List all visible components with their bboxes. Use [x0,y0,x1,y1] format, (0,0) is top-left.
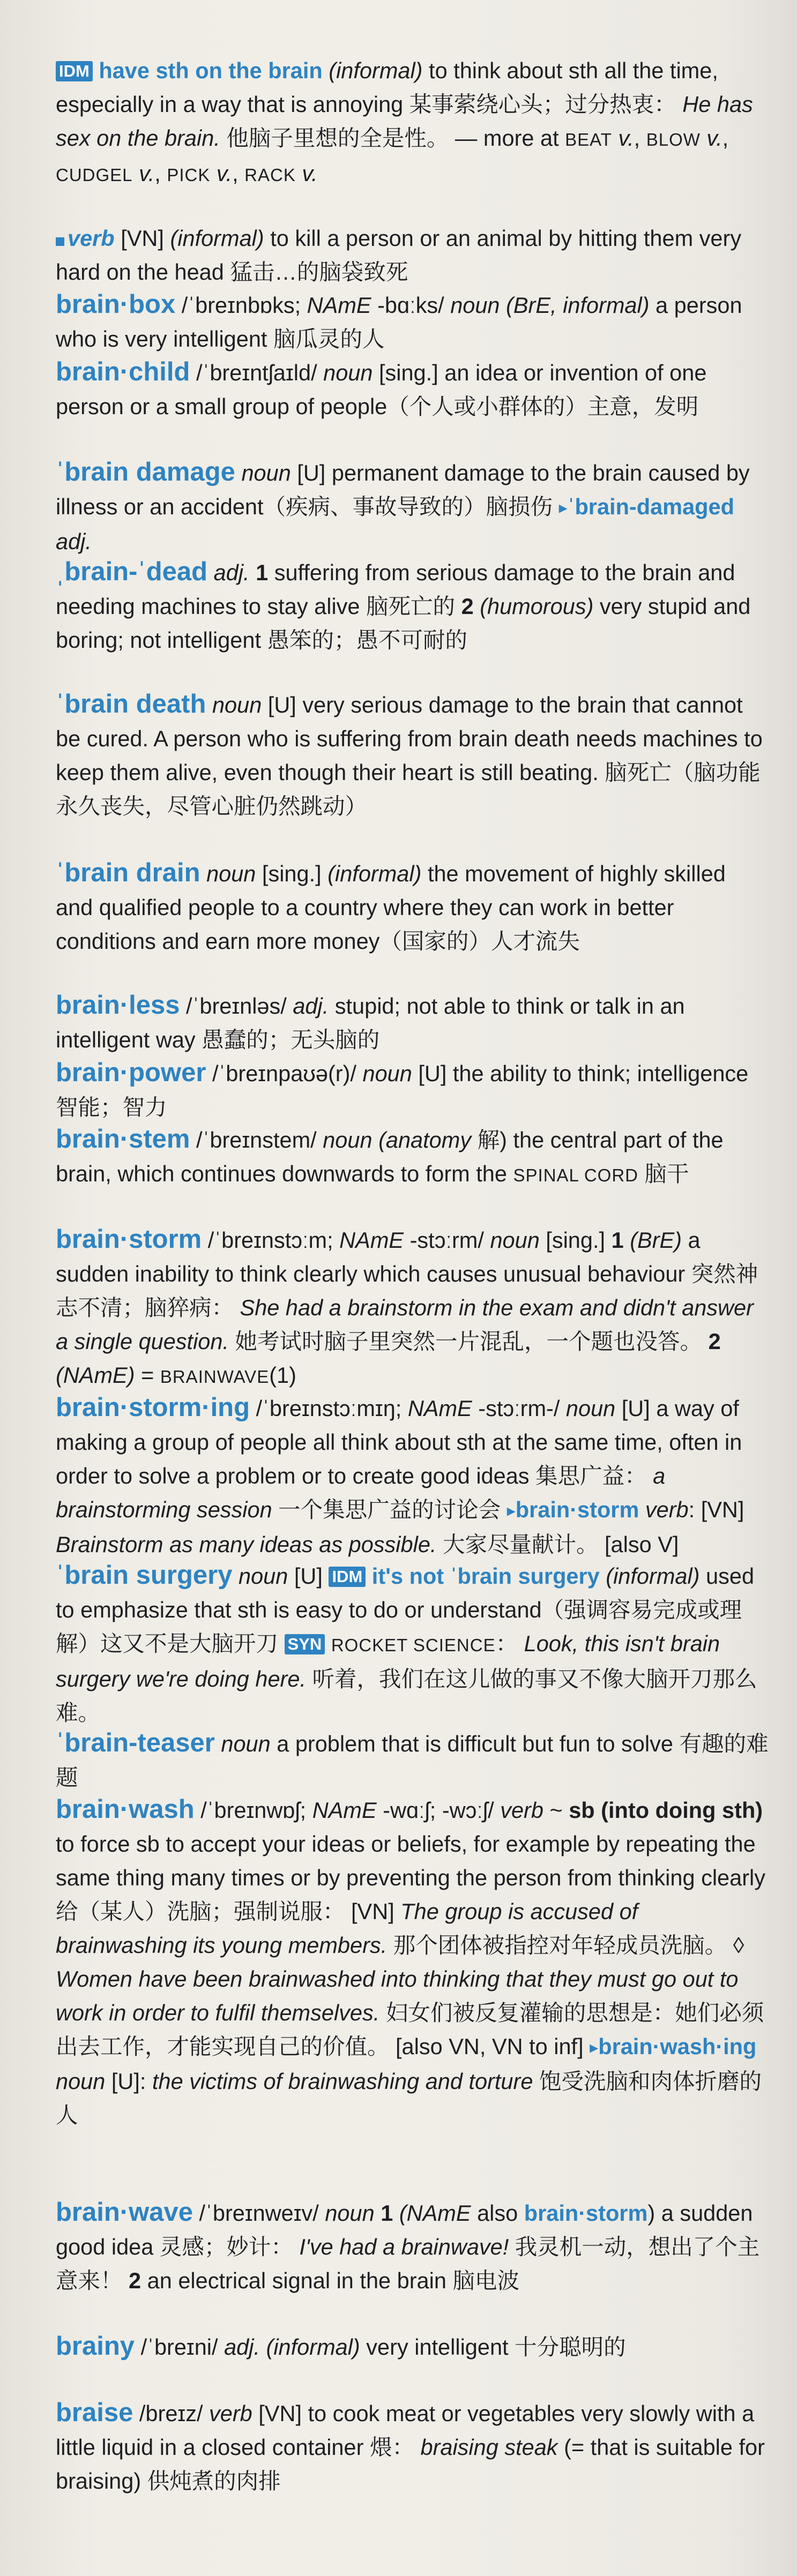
entry-brain-damage: ˈbrain damage noun [U] permanent damage to the brain caused by illness or an accident（疾病、事故导致的）脑损伤 ▸ˈbrain-damaged adj. [56,458,750,554]
entry-brain-dead: ˌbrain-ˈdead adj. 1 suffering from serious damage to the brain and needing machines to stay alive 脑死亡的 2 (humorous) very stupid and boring; not intelligent 愚笨的；愚不可耐的 [56,557,751,653]
entry-brainstem: brain·stem /ˈbreɪnstem/ noun (anatomy 解) the central part of the brain, which continues downwards to form the SPINAL CORD 脑干 [56,1125,724,1186]
entry-idiom-on-the-brain: IDM have sth on the brain (informal) to think about sth all the time, especially in a way that is annoying 某事萦绕心头；过分热衷： He has sex on the brain. 他脑子里想的全是性。 — more at BEAT v., BLOW v., CUDGEL v., PICK v., RACK v. [56,58,753,186]
entry-brainpower: brain·power /ˈbreɪnpaʊə(r)/ noun [U] the ability to think; intelligence 智能；智力 [56,1058,749,1120]
bullet-icon [56,237,64,246]
entry-brainbox: brain·box /ˈbreɪnbɒks; NAmE -bɑːks/ noun (BrE, informal) a person who is very intelligent 脑瓜灵的人 [56,290,742,351]
entry-brainstorm: brain·storm /ˈbreɪnstɔːm; NAmE -stɔːrm/ noun [sing.] 1 (BrE) a sudden inability to think clearly which causes unusual behaviour 突然神志不清；脑猝病： She had a brainstorm in the exam and didn't answer a single question. 她考试时脑子里突然一片混乱，一个题也没答。 2 (NAmE) = BRAINWAVE(1) [56,1225,758,1388]
entry-brainless: brain·less /ˈbreɪnləs/ adj. stupid; not able to think or talk in an intelligent way 愚蠢的；无头脑的 [56,991,685,1052]
idm-badge: IDM [329,1567,366,1587]
entry-brainstorming: brain·storm·ing /ˈbreɪnstɔːmɪŋ; NAmE -stɔːrm-/ noun [U] a way of making a group of people all think about sth at the same time, often in order to solve a problem or to create good ideas 集思广益： a brainstorming session 一个集思广益的讨论会 ▸brain·storm verb: [VN] Brainstorm as many ideas as possible. 大家尽量献计。 [also V] [56,1393,744,1557]
entry-brain-surgery: ˈbrain surgery noun [U] IDM it's not ˈbrain surgery (informal) used to emphasize that sth is easy to do or understand（强调容易完成或理解）这又不是大脑开刀 SYN ROCKET SCIENCE： Look, this isn't brain surgery we're doing here. 听着，我们在这儿做的事又不像大脑开刀那么难。 [56,1561,757,1725]
entry-brain-drain: ˈbrain drain noun [sing.] (informal) the movement of highly skilled and qualified people to a country where they can work in better conditions and earn more money（国家的）人才流失 [56,858,726,954]
entry-brainy: brainy /ˈbreɪni/ adj. (informal) very intelligent 十分聪明的 [56,2332,626,2361]
entry-braise: braise /breɪz/ verb [VN] to cook meat or vegetables very slowly with a little liquid in a closed container 煨： braising steak (= that is suitable for braising) 供炖煮的肉排 [56,2398,765,2493]
entry-brainwave: brain·wave /ˈbreɪnweɪv/ noun 1 (NAmE also brain·storm) a sudden good idea 灵感；妙计： I've had a brainwave! 我灵机一动，想出了个主意来！ 2 an electrical signal in the brain 脑电波 [56,2198,760,2293]
syn-badge: SYN [285,1634,325,1654]
entry-brain-teaser: ˈbrain-teaser noun a problem that is difficult but fun to solve 有趣的难题 [56,1728,769,1790]
entry-brainchild: brain·child /ˈbreɪntʃaɪld/ noun [sing.] an idea or invention of one person or a small group of people（个人或小群体的）主意，发明 [56,357,707,419]
entry-brainwash: brain·wash /ˈbreɪnwɒʃ; NAmE -wɑːʃ; -wɔːʃ/ verb ~ sb (into doing sth) to force sb to accept your ideas or beliefs, for example by repeating the same thing many times or by preventing the person from thinking clearly 给（某人）洗脑；强制说服： [VN] The group is accused of brainwashing its young members. 那个团体被指控对年轻成员洗脑。 ◊ Women have been brainwashed into thinking that they must go out to work in order to fulfil themselves. 妇女们被反复灌输的思想是：她们必须出去工作，才能实现自己的价值。 [also VN, VN to inf] ▸brain·wash·ing noun [U]: the victims of brainwashing and torture 饱受洗脑和肉体折磨的人 [56,1795,766,2128]
idm-badge: IDM [56,61,93,81]
entry-brain-verb: verb [VN] (informal) to kill a person or an animal by hitting them very hard on the head 猛击…的脑袋致死 [56,226,742,284]
entry-brain-death: ˈbrain death noun [U] very serious damage to the brain that cannot be cured. A person who is suffering from brain death needs machines to keep them alive, even though their heart is still beating. 脑死亡（脑功能永久丧失，尽管心脏仍然跳动） [56,690,763,819]
